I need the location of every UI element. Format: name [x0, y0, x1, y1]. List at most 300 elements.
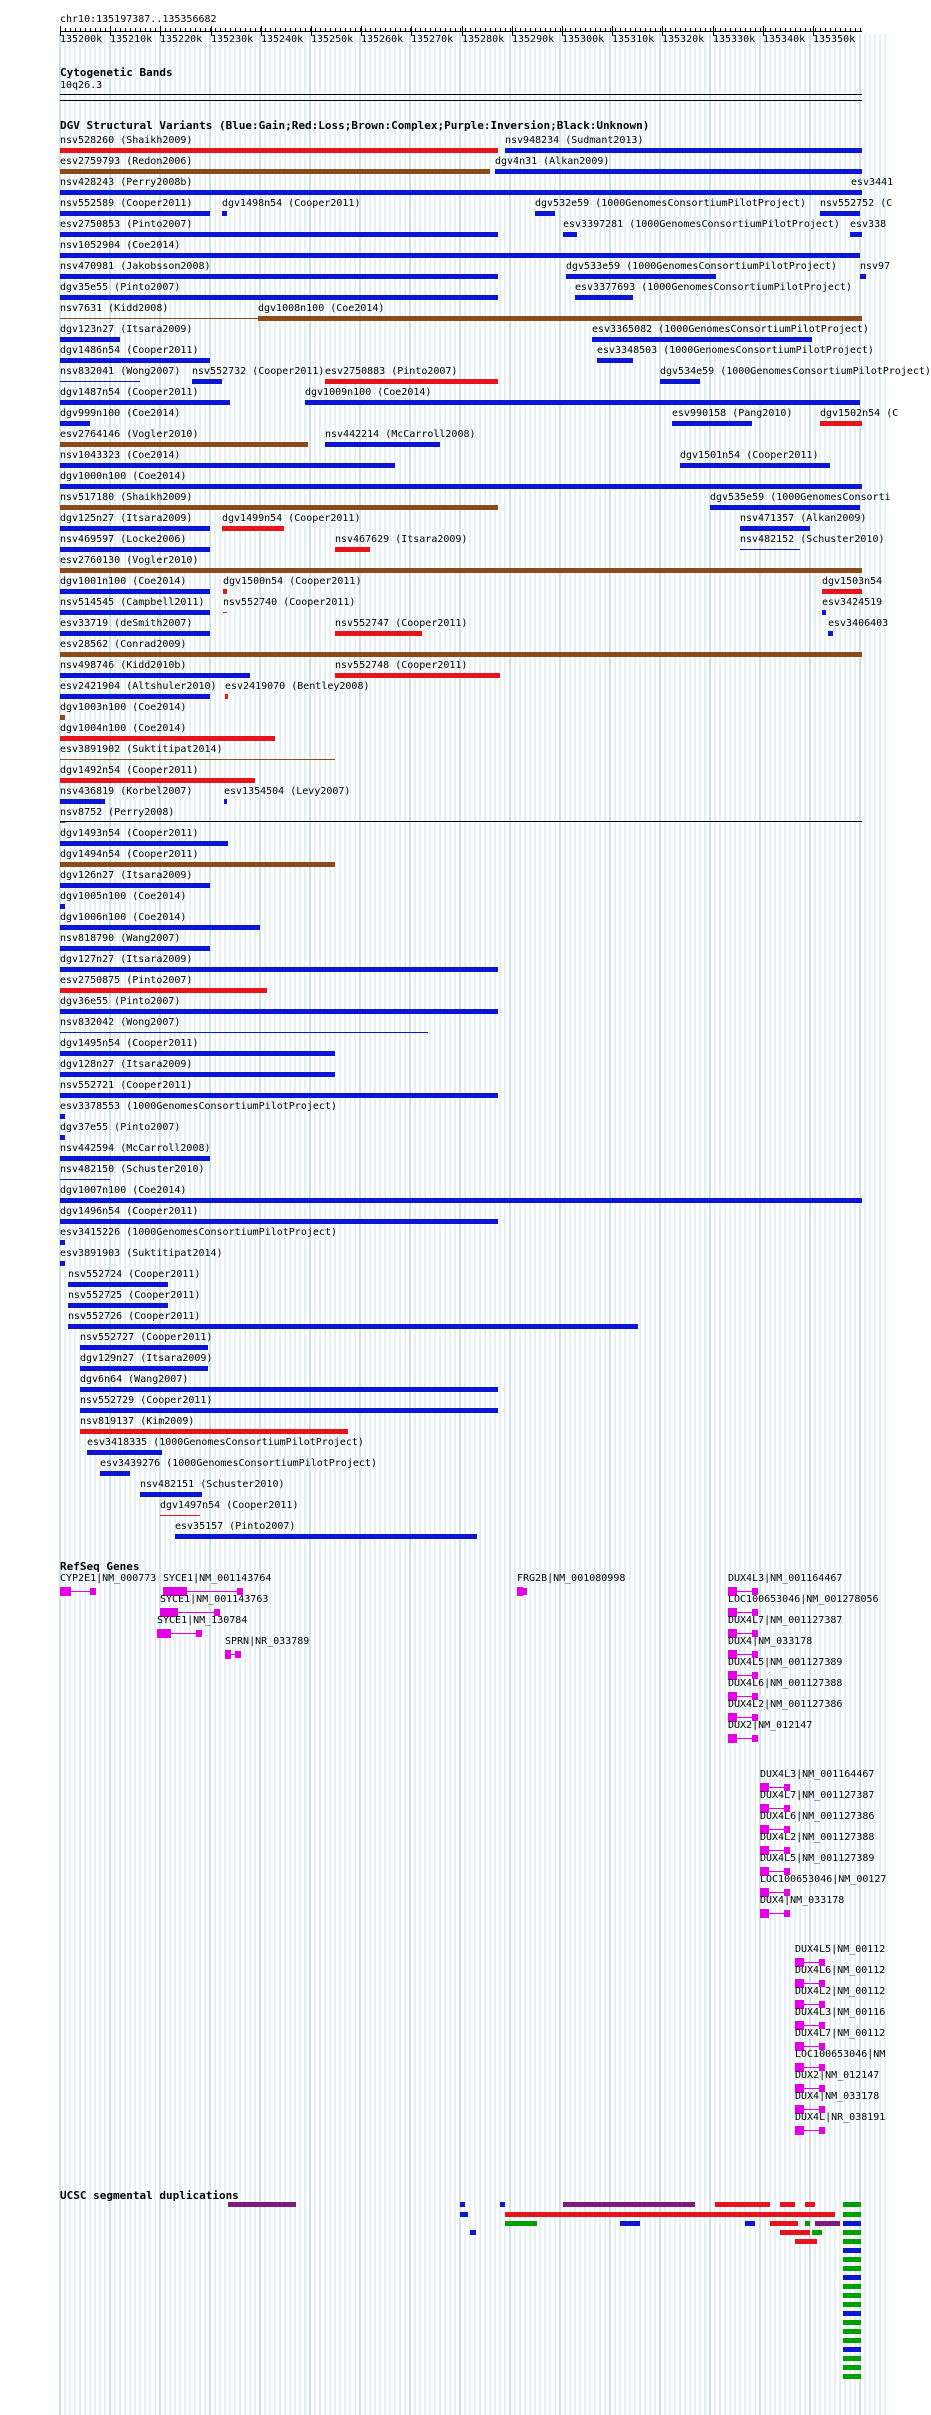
segdup-feature[interactable]: [563, 2202, 695, 2207]
dgv-feature-bar[interactable]: [495, 169, 862, 174]
dgv-feature-label[interactable]: nsv8752 (Perry2008): [60, 807, 175, 818]
dgv-feature-bar[interactable]: [68, 1303, 168, 1308]
dgv-feature-label[interactable]: dgv126n27 (Itsara2009): [60, 870, 193, 881]
dgv-feature-bar[interactable]: [335, 631, 422, 636]
segdup-track-title[interactable]: UCSC segmental duplications: [60, 2189, 239, 2202]
dgv-feature-bar[interactable]: [60, 988, 267, 993]
dgv-feature-label[interactable]: dgv1499n54 (Cooper2011): [222, 513, 361, 524]
dgv-feature-label[interactable]: esv3439276 (1000GenomesConsortiumPilotProject): [100, 1458, 377, 1469]
dgv-feature-label[interactable]: nsv428243 (Perry2008b): [60, 177, 193, 188]
dgv-feature-label[interactable]: nsv552752 (C: [820, 198, 893, 209]
dgv-feature-label[interactable]: esv3397281 (1000GenomesConsortiumPilotProject): [563, 219, 840, 230]
dgv-feature-bar[interactable]: [80, 1408, 498, 1413]
dgv-feature-bar[interactable]: [575, 295, 633, 300]
dgv-feature-bar[interactable]: [820, 211, 860, 216]
segdup-feature[interactable]: [805, 2221, 810, 2226]
segdup-feature[interactable]: [812, 2230, 822, 2235]
segdup-feature[interactable]: [843, 2257, 861, 2262]
segdup-feature[interactable]: [795, 2239, 817, 2244]
dgv-feature-bar[interactable]: [828, 631, 833, 636]
dgv-feature-label[interactable]: dgv129n27 (Itsara2009): [80, 1353, 213, 1364]
dgv-feature-bar[interactable]: [60, 1009, 498, 1014]
dgv-feature-label[interactable]: nsv514545 (Campbell2011): [60, 597, 205, 608]
refseq-gene-label[interactable]: CYP2E1|NM_000773: [60, 1573, 157, 1584]
dgv-feature-label[interactable]: esv1354504 (Levy2007): [224, 786, 351, 797]
gene-exon-block[interactable]: [225, 1650, 231, 1659]
ruler-minor-tick: [115, 28, 116, 32]
segdup-feature[interactable]: [805, 2202, 815, 2207]
refseq-gene-label[interactable]: LOC100653046|NM: [795, 2049, 886, 2060]
segdup-feature[interactable]: [843, 2284, 861, 2289]
dgv-feature-label[interactable]: dgv127n27 (Itsara2009): [60, 954, 193, 965]
dgv-feature-label[interactable]: esv33719 (deSmith2007): [60, 618, 193, 629]
dgv-feature-label[interactable]: nsv552726 (Cooper2011): [68, 1311, 201, 1322]
dgv-feature-label[interactable]: nsv552589 (Cooper2011): [60, 198, 193, 209]
segdup-feature[interactable]: [500, 2202, 505, 2207]
dgv-feature-label[interactable]: nsv552740 (Cooper2011): [223, 597, 356, 608]
segdup-feature[interactable]: [843, 2293, 861, 2298]
segdup-feature[interactable]: [843, 2239, 861, 2244]
dgv-feature-bar[interactable]: [60, 1156, 210, 1161]
dgv-feature-label[interactable]: dgv1487n54 (Cooper2011): [60, 387, 199, 398]
dgv-feature-label[interactable]: nsv552747 (Cooper2011): [335, 618, 468, 629]
dgv-feature-label[interactable]: dgv1494n54 (Cooper2011): [60, 849, 199, 860]
dgv-feature-label[interactable]: dgv1006n100 (Coe2014): [60, 912, 187, 923]
segdup-feature[interactable]: [843, 2365, 861, 2370]
refseq-gene-label[interactable]: DUX4|NM_033178: [795, 2091, 880, 2102]
dgv-feature-bar[interactable]: [60, 715, 65, 720]
dgv-feature-bar[interactable]: [680, 463, 830, 468]
dgv-feature-bar[interactable]: [60, 589, 210, 594]
dgv-feature-label[interactable]: nsv471357 (Alkan2009): [740, 513, 867, 524]
dgv-feature-label[interactable]: dgv1501n54 (Cooper2011): [680, 450, 819, 461]
refseq-gene-label[interactable]: SYCE1|NM_130784: [157, 1615, 248, 1626]
dgv-feature-label[interactable]: nsv97: [860, 261, 891, 272]
refseq-gene-label[interactable]: DUX4L2|NM_00112: [795, 1986, 886, 1997]
dgv-feature-bar[interactable]: [860, 274, 866, 279]
dgv-feature-label[interactable]: nsv819137 (Kim2009): [80, 1416, 195, 1427]
dgv-feature-bar[interactable]: [325, 442, 440, 447]
dgv-feature-bar[interactable]: [505, 148, 862, 153]
refseq-gene-label[interactable]: SYCE1|NM_001143764: [163, 1573, 272, 1584]
dgv-feature-bar[interactable]: [68, 1324, 638, 1329]
dgv-feature-bar[interactable]: [60, 547, 210, 552]
dgv-feature-label[interactable]: nsv552724 (Cooper2011): [68, 1269, 201, 1280]
segdup-feature[interactable]: [843, 2347, 861, 2352]
refseq-gene-label[interactable]: SPRN|NR_033789: [225, 1636, 310, 1647]
dgv-feature-bar[interactable]: [140, 1492, 202, 1497]
dgv-feature-bar[interactable]: [60, 381, 140, 382]
dgv-feature-bar[interactable]: [60, 1198, 862, 1203]
dgv-feature-label[interactable]: nsv467629 (Itsara2009): [335, 534, 468, 545]
dgv-feature-label[interactable]: nsv1043323 (Coe2014): [60, 450, 181, 461]
dgv-feature-label[interactable]: dgv535e59 (1000GenomesConsorti: [710, 492, 891, 503]
dgv-feature-bar[interactable]: [222, 211, 227, 216]
dgv-feature-bar[interactable]: [60, 822, 65, 823]
dgv-feature-bar[interactable]: [566, 274, 716, 279]
segdup-feature[interactable]: [228, 2202, 296, 2207]
dgv-feature-label[interactable]: esv2419070 (Bentley2008): [225, 681, 370, 692]
dgv-feature-label[interactable]: nsv552732 (Cooper2011): [192, 366, 325, 377]
dgv-feature-label[interactable]: dgv532e59 (1000GenomesConsortiumPilotProject): [535, 198, 806, 209]
dgv-feature-label[interactable]: dgv35e55 (Pinto2007): [60, 282, 181, 293]
dgv-feature-bar[interactable]: [80, 1345, 208, 1350]
dgv-feature-label[interactable]: nsv552729 (Cooper2011): [80, 1395, 213, 1406]
ruler-minor-tick: [560, 28, 561, 32]
dgv-feature-label[interactable]: dgv999n100 (Coe2014): [60, 408, 181, 419]
dgv-feature-label[interactable]: dgv534e59 (1000GenomesConsortiumPilotProject): [660, 366, 931, 377]
refseq-gene-label[interactable]: DUX4L|NR_038191: [795, 2112, 886, 2123]
dgv-feature-bar[interactable]: [60, 631, 210, 636]
refseq-gene-label[interactable]: LOC100653046|NM_00127: [760, 1874, 887, 1885]
segdup-feature[interactable]: [843, 2356, 861, 2361]
dgv-feature-bar[interactable]: [60, 421, 90, 426]
dgv-feature-bar[interactable]: [80, 1366, 208, 1371]
refseq-gene-label[interactable]: DUX4L6|NM_001127386: [760, 1811, 875, 1822]
dgv-feature-bar[interactable]: [60, 610, 210, 615]
gene-exon-block[interactable]: [90, 1588, 96, 1595]
dgv-feature-bar[interactable]: [60, 337, 120, 342]
dgv-feature-label[interactable]: esv2760130 (Vogler2010): [60, 555, 199, 566]
dgv-feature-bar[interactable]: [535, 211, 555, 216]
dgv-feature-label[interactable]: dgv1497n54 (Cooper2011): [160, 1500, 299, 1511]
dgv-feature-label[interactable]: esv3424519: [822, 597, 883, 608]
dgv-feature-label[interactable]: dgv4n31 (Alkan2009): [495, 156, 610, 167]
refseq-gene-label[interactable]: DUX4|NM_033178: [760, 1895, 845, 1906]
dgv-feature-label[interactable]: esv2750853 (Pinto2007): [60, 219, 193, 230]
dgv-feature-label[interactable]: nsv552725 (Cooper2011): [68, 1290, 201, 1301]
dgv-feature-bar[interactable]: [660, 379, 700, 384]
dgv-feature-bar[interactable]: [60, 1051, 335, 1056]
dgv-feature-label[interactable]: nsv1052904 (Coe2014): [60, 240, 181, 251]
dgv-feature-bar[interactable]: [60, 1032, 428, 1033]
dgv-feature-label[interactable]: dgv1496n54 (Cooper2011): [60, 1206, 199, 1217]
dgv-feature-bar[interactable]: [851, 190, 862, 195]
dgv-feature-label[interactable]: dgv1001n100 (Coe2014): [60, 576, 187, 587]
refseq-gene-label[interactable]: DUX4L5|NM_00112: [795, 1944, 886, 1955]
dgv-feature-label[interactable]: nsv498746 (Kidd2010b): [60, 660, 187, 671]
dgv-feature-bar[interactable]: [87, 1450, 162, 1455]
dgv-feature-bar[interactable]: [60, 169, 490, 174]
dgv-feature-bar[interactable]: [597, 358, 633, 363]
dgv-feature-bar[interactable]: [740, 549, 800, 550]
refseq-gene-label[interactable]: LOC100653046|NM_001278056: [728, 1594, 879, 1605]
dgv-feature-label[interactable]: esv28562 (Conrad2009): [60, 639, 187, 650]
dgv-feature-bar[interactable]: [820, 421, 862, 426]
dgv-feature-bar[interactable]: [60, 759, 335, 760]
segdup-feature[interactable]: [843, 2329, 861, 2334]
gene-exon-block[interactable]: [196, 1630, 202, 1637]
refseq-gene-label[interactable]: DUX4L7|NM_001127387: [760, 1790, 875, 1801]
gene-exon-block[interactable]: [157, 1629, 171, 1638]
dgv-feature-bar[interactable]: [60, 400, 230, 405]
dgv-feature-bar[interactable]: [80, 1429, 348, 1434]
dgv-feature-bar[interactable]: [60, 232, 498, 237]
dgv-feature-label[interactable]: dgv1486n54 (Cooper2011): [60, 345, 199, 356]
dgv-feature-label[interactable]: dgv1007n100 (Coe2014): [60, 1185, 187, 1196]
dgv-feature-bar[interactable]: [222, 526, 284, 531]
dgv-feature-bar[interactable]: [60, 148, 498, 153]
dgv-feature-bar[interactable]: [60, 1219, 498, 1224]
segdup-feature[interactable]: [843, 2202, 861, 2207]
segdup-feature[interactable]: [843, 2248, 861, 2253]
refseq-gene-label[interactable]: DUX4L2|NM_001127388: [760, 1832, 875, 1843]
dgv-feature-bar[interactable]: [60, 1135, 65, 1140]
dgv-feature-bar[interactable]: [60, 295, 498, 300]
gene-exon-block[interactable]: [60, 1587, 71, 1596]
refseq-gene-label[interactable]: DUX4L6|NM_001127388: [728, 1678, 843, 1689]
dgv-feature-bar[interactable]: [68, 1282, 168, 1287]
dgv-feature-label[interactable]: dgv1003n100 (Coe2014): [60, 702, 187, 713]
dgv-feature-bar[interactable]: [563, 232, 577, 237]
dgv-feature-bar[interactable]: [258, 316, 862, 321]
refseq-gene-label[interactable]: DUX4L5|NM_001127389: [728, 1657, 843, 1668]
gene-exon-block[interactable]: [752, 1735, 758, 1742]
gene-exon-block[interactable]: [760, 1909, 769, 1918]
dgv-feature-label[interactable]: dgv1009n100 (Coe2014): [305, 387, 432, 398]
segdup-feature[interactable]: [620, 2221, 640, 2226]
dgv-feature-bar[interactable]: [60, 358, 210, 363]
dgv-feature-label[interactable]: dgv1503n54: [822, 576, 883, 587]
segdup-feature[interactable]: [745, 2221, 755, 2226]
segdup-feature[interactable]: [843, 2302, 861, 2307]
dgv-feature-label[interactable]: dgv1500n54 (Cooper2011): [223, 576, 362, 587]
segdup-feature[interactable]: [843, 2338, 861, 2343]
dgv-feature-label[interactable]: dgv1493n54 (Cooper2011): [60, 828, 199, 839]
dgv-feature-bar[interactable]: [60, 253, 860, 258]
dgv-feature-label[interactable]: nsv552748 (Cooper2011): [335, 660, 468, 671]
dgv-feature-label[interactable]: dgv1502n54 (C: [820, 408, 899, 419]
dgv-feature-label[interactable]: nsv442214 (McCarroll2008): [325, 429, 476, 440]
dgv-feature-bar[interactable]: [850, 232, 862, 237]
dgv-track-title[interactable]: DGV Structural Variants (Blue:Gain;Red:Loss;Brown:Complex;Purple:Inversion;Black:Unknown): [60, 119, 650, 132]
dgv-feature-bar[interactable]: [224, 799, 227, 804]
refseq-gene-label[interactable]: DUX4|NM_033178: [728, 1636, 813, 1647]
dgv-feature-bar[interactable]: [60, 442, 308, 447]
refseq-gene-label[interactable]: DUX4L5|NM_001127389: [760, 1853, 875, 1864]
segdup-feature[interactable]: [715, 2202, 770, 2207]
dgv-feature-label[interactable]: dgv37e55 (Pinto2007): [60, 1122, 181, 1133]
refseq-gene-label[interactable]: DUX4L3|NM_001164467: [728, 1573, 843, 1584]
ruler-minor-tick: [515, 28, 516, 32]
dgv-feature-bar[interactable]: [335, 547, 370, 552]
segdup-feature[interactable]: [470, 2230, 476, 2235]
dgv-feature-label[interactable]: nsv948234 (Sudmant2013): [505, 135, 644, 146]
dgv-feature-bar[interactable]: [60, 526, 210, 531]
refseq-gene-label[interactable]: DUX4L7|NM_00112: [795, 2028, 886, 2039]
dgv-feature-label[interactable]: esv3348503 (1000GenomesConsortiumPilotProject): [597, 345, 874, 356]
dgv-feature-bar[interactable]: [60, 841, 228, 846]
dgv-feature-label[interactable]: esv35157 (Pinto2007): [175, 1521, 296, 1532]
dgv-feature-bar[interactable]: [60, 1240, 65, 1245]
refseq-gene-label[interactable]: DUX4L3|NM_001164467: [760, 1769, 875, 1780]
dgv-feature-bar[interactable]: [592, 337, 812, 342]
dgv-feature-label[interactable]: esv3441: [851, 177, 894, 188]
dgv-feature-bar[interactable]: [175, 1534, 477, 1539]
dgv-feature-label[interactable]: dgv128n27 (Itsara2009): [60, 1059, 193, 1070]
segdup-feature[interactable]: [460, 2212, 468, 2217]
refseq-gene-label[interactable]: DUX4L7|NM_001127387: [728, 1615, 843, 1626]
dgv-feature-bar[interactable]: [710, 505, 860, 510]
dgv-feature-label[interactable]: esv2421904 (Altshuler2010): [60, 681, 217, 692]
dgv-feature-bar[interactable]: [60, 778, 255, 783]
dgv-feature-bar[interactable]: [60, 925, 260, 930]
dgv-feature-label[interactable]: nsv7631 (Kidd2008): [60, 303, 169, 314]
dgv-feature-bar[interactable]: [60, 568, 862, 573]
dgv-feature-label[interactable]: nsv552727 (Cooper2011): [80, 1332, 213, 1343]
dgv-feature-bar[interactable]: [60, 274, 498, 279]
dgv-feature-bar[interactable]: [60, 904, 65, 909]
dgv-feature-label[interactable]: esv3377693 (1000GenomesConsortiumPilotProject): [575, 282, 852, 293]
gene-exon-block[interactable]: [795, 2126, 804, 2135]
dgv-feature-label[interactable]: dgv1495n54 (Cooper2011): [60, 1038, 199, 1049]
dgv-feature-bar[interactable]: [80, 1387, 498, 1392]
dgv-feature-label[interactable]: esv3406403: [828, 618, 889, 629]
dgv-feature-bar[interactable]: [223, 612, 227, 613]
dgv-feature-label[interactable]: esv338: [850, 219, 887, 230]
dgv-feature-bar[interactable]: [60, 652, 862, 657]
dgv-feature-label[interactable]: esv990158 (Pang2010): [672, 408, 793, 419]
segdup-feature[interactable]: [505, 2221, 537, 2226]
dgv-feature-bar[interactable]: [60, 484, 862, 489]
refseq-track-title[interactable]: RefSeq Genes: [60, 1560, 140, 1573]
dgv-feature-label[interactable]: dgv6n64 (Wang2007): [80, 1374, 189, 1385]
cytoband-track-title[interactable]: Cytogenetic Bands: [60, 66, 173, 79]
dgv-feature-bar[interactable]: [60, 862, 335, 867]
dgv-feature-bar[interactable]: [60, 1114, 65, 1119]
dgv-feature-label[interactable]: esv2750883 (Pinto2007): [325, 366, 458, 377]
dgv-feature-bar[interactable]: [822, 610, 826, 615]
gene-exon-block[interactable]: [784, 1910, 790, 1917]
segdup-feature[interactable]: [843, 2320, 861, 2325]
gene-exon-block[interactable]: [819, 2127, 825, 2134]
dgv-feature-label[interactable]: esv3378553 (1000GenomesConsortiumPilotProject): [60, 1101, 337, 1112]
dgv-feature-bar[interactable]: [223, 589, 227, 594]
dgv-feature-label[interactable]: nsv436819 (Korbel2007): [60, 786, 193, 797]
dgv-feature-label[interactable]: dgv123n27 (Itsara2009): [60, 324, 193, 335]
dgv-feature-bar[interactable]: [60, 799, 105, 804]
dgv-feature-bar[interactable]: [60, 736, 275, 741]
dgv-feature-bar[interactable]: [60, 463, 395, 468]
refseq-gene-label[interactable]: DUX2|NM_012147: [795, 2070, 880, 2081]
dgv-feature-label[interactable]: nsv552721 (Cooper2011): [60, 1080, 193, 1091]
dgv-feature-bar[interactable]: [305, 400, 860, 405]
dgv-feature-bar[interactable]: [60, 211, 210, 216]
dgv-feature-bar[interactable]: [60, 1093, 498, 1098]
dgv-feature-label[interactable]: dgv1008n100 (Coe2014): [258, 303, 385, 314]
dgv-feature-bar[interactable]: [100, 1471, 130, 1476]
dgv-feature-bar[interactable]: [60, 1072, 335, 1077]
dgv-feature-bar[interactable]: [160, 1515, 200, 1516]
dgv-feature-label[interactable]: dgv125n27 (Itsara2009): [60, 513, 193, 524]
dgv-feature-label[interactable]: nsv818790 (Wang2007): [60, 933, 181, 944]
segdup-feature[interactable]: [843, 2266, 861, 2271]
dgv-feature-label[interactable]: nsv470981 (Jakobsson2008): [60, 261, 211, 272]
dgv-feature-label[interactable]: nsv528260 (Shaikh2009): [60, 135, 193, 146]
segdup-feature[interactable]: [815, 2221, 840, 2226]
dgv-feature-bar[interactable]: [60, 190, 860, 195]
segdup-feature[interactable]: [843, 2275, 861, 2280]
dgv-feature-bar[interactable]: [325, 379, 498, 384]
dgv-feature-label[interactable]: esv3891902 (Suktitipat2014): [60, 744, 223, 755]
segdup-feature[interactable]: [770, 2221, 798, 2226]
dgv-feature-bar[interactable]: [192, 379, 222, 384]
refseq-gene-label[interactable]: DUX4L3|NM_00116: [795, 2007, 886, 2018]
dgv-feature-bar[interactable]: [60, 1179, 110, 1180]
refseq-gene-label[interactable]: DUX4L6|NM_00112: [795, 1965, 886, 1976]
dgv-feature-bar[interactable]: [672, 421, 752, 426]
dgv-feature-label[interactable]: dgv533e59 (1000GenomesConsortiumPilotProject): [566, 261, 837, 272]
dgv-feature-label[interactable]: esv3891903 (Suktitipat2014): [60, 1248, 223, 1259]
dgv-feature-label[interactable]: esv2764146 (Vogler2010): [60, 429, 199, 440]
dgv-feature-label[interactable]: nsv482151 (Schuster2010): [140, 1479, 285, 1490]
dgv-feature-bar[interactable]: [60, 967, 498, 972]
dgv-feature-label[interactable]: nsv517180 (Shaikh2009): [60, 492, 193, 503]
dgv-feature-label[interactable]: nsv442594 (McCarroll2008): [60, 1143, 211, 1154]
dgv-feature-label[interactable]: dgv1005n100 (Coe2014): [60, 891, 187, 902]
dgv-feature-label[interactable]: esv3365082 (1000GenomesConsortiumPilotProject): [592, 324, 869, 335]
dgv-feature-bar[interactable]: [60, 883, 210, 888]
dgv-feature-bar[interactable]: [60, 694, 210, 699]
dgv-feature-label[interactable]: esv2750875 (Pinto2007): [60, 975, 193, 986]
dgv-feature-label[interactable]: dgv36e55 (Pinto2007): [60, 996, 181, 1007]
dgv-feature-label[interactable]: dgv1498n54 (Cooper2011): [222, 198, 361, 209]
dgv-feature-bar[interactable]: [60, 1261, 65, 1266]
dgv-feature-bar[interactable]: [822, 589, 862, 594]
dgv-feature-label[interactable]: dgv1000n100 (Coe2014): [60, 471, 187, 482]
segdup-feature[interactable]: [843, 2374, 861, 2379]
dgv-feature-bar[interactable]: [60, 946, 210, 951]
dgv-feature-bar[interactable]: [740, 526, 810, 531]
segdup-feature[interactable]: [780, 2202, 795, 2207]
dgv-feature-label[interactable]: esv2759793 (Redon2006): [60, 156, 193, 167]
dgv-feature-label[interactable]: esv3415226 (1000GenomesConsortiumPilotProject): [60, 1227, 337, 1238]
segdup-feature[interactable]: [460, 2202, 465, 2207]
segdup-feature[interactable]: [843, 2212, 861, 2217]
ruler-minor-tick: [630, 28, 631, 32]
gene-exon-block[interactable]: [235, 1651, 241, 1658]
dgv-feature-label[interactable]: nsv482152 (Schuster2010): [740, 534, 885, 545]
dgv-feature-label[interactable]: dgv1492n54 (Cooper2011): [60, 765, 199, 776]
dgv-feature-label[interactable]: nsv832041 (Wong2007): [60, 366, 181, 377]
ruler-minor-tick: [550, 28, 551, 32]
refseq-gene-label[interactable]: DUX4L2|NM_001127386: [728, 1699, 843, 1710]
dgv-feature-label[interactable]: nsv469597 (Locke2006): [60, 534, 187, 545]
segdup-feature[interactable]: [843, 2230, 861, 2235]
refseq-gene-label[interactable]: DUX2|NM_012147: [728, 1720, 813, 1731]
dgv-feature-label[interactable]: nsv832042 (Wong2007): [60, 1017, 181, 1028]
dgv-feature-label[interactable]: esv3418335 (1000GenomesConsortiumPilotProject): [87, 1437, 364, 1448]
ruler-minor-tick: [810, 28, 811, 32]
segdup-feature[interactable]: [505, 2212, 835, 2217]
dgv-feature-bar[interactable]: [60, 505, 498, 510]
dgv-feature-bar[interactable]: [60, 673, 250, 678]
gene-exon-block[interactable]: [521, 1588, 527, 1595]
ruler-minor-tick: [290, 28, 291, 32]
ruler-minor-tick: [815, 28, 816, 32]
dgv-feature-bar[interactable]: [225, 694, 228, 699]
dgv-feature-label[interactable]: dgv1004n100 (Coe2014): [60, 723, 187, 734]
gene-exon-block[interactable]: [728, 1734, 737, 1743]
dgv-feature-bar[interactable]: [60, 318, 258, 319]
segdup-feature[interactable]: [843, 2221, 861, 2226]
segdup-feature[interactable]: [780, 2230, 810, 2235]
dgv-feature-bar[interactable]: [335, 673, 500, 678]
refseq-gene-label[interactable]: FRG2B|NM_001080998: [517, 1573, 626, 1584]
dgv-feature-label[interactable]: nsv482150 (Schuster2010): [60, 1164, 205, 1175]
segdup-feature[interactable]: [843, 2311, 861, 2316]
refseq-gene-label[interactable]: SYCE1|NM_001143763: [160, 1594, 269, 1605]
